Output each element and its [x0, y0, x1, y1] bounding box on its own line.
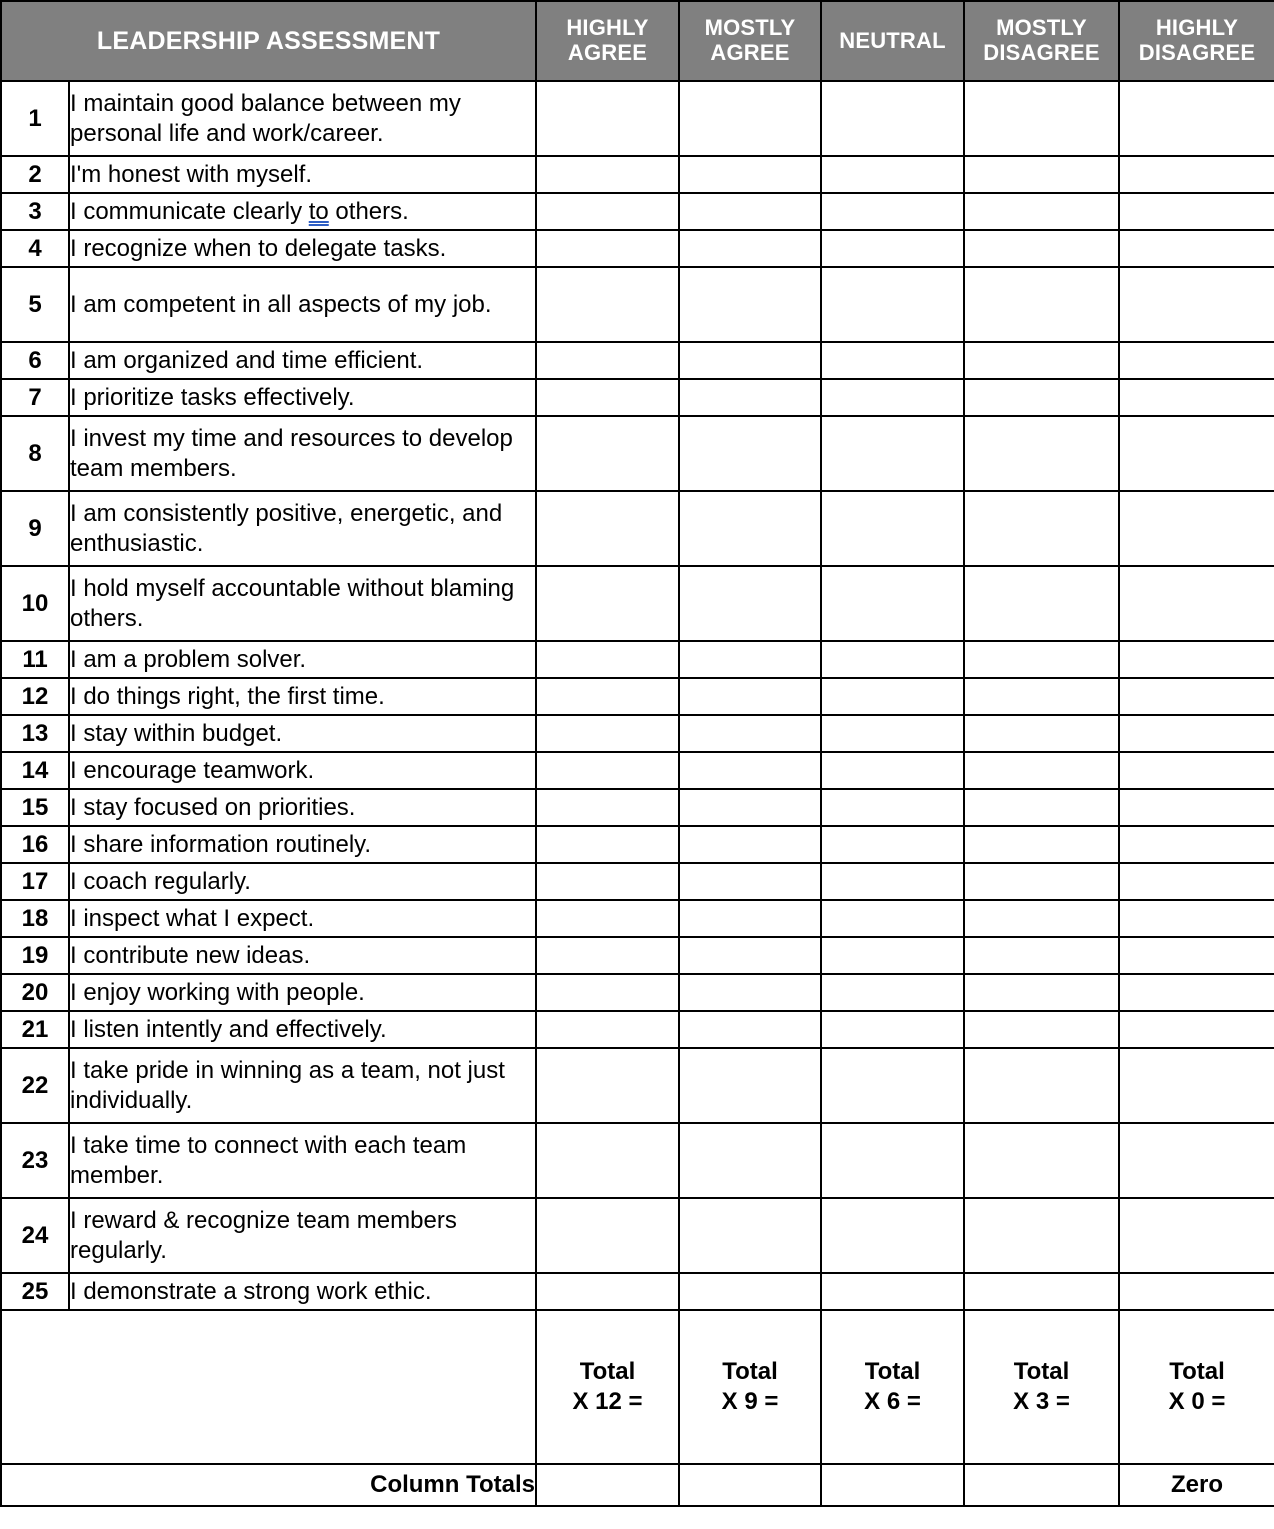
multiplier-formula-3: X 3 =	[1013, 1388, 1070, 1415]
answer-neutral[interactable]	[821, 678, 964, 715]
multiplier-formula-2: X 6 =	[864, 1388, 921, 1415]
item-statement: I do things right, the first time.	[69, 678, 536, 715]
answer-mostly-agree[interactable]	[679, 863, 821, 900]
answer-mostly-agree[interactable]	[679, 1011, 821, 1048]
answer-mostly-agree[interactable]	[679, 1273, 821, 1310]
item-statement: I demonstrate a strong work ethic.	[69, 1273, 536, 1310]
table-row	[1, 863, 1274, 900]
column-total-highly-disagree[interactable]: Zero	[1119, 1464, 1274, 1506]
answer-highly-agree[interactable]	[536, 491, 679, 566]
answer-mostly-disagree[interactable]	[964, 826, 1119, 863]
answer-highly-agree[interactable]	[536, 678, 679, 715]
item-number: 7	[1, 379, 69, 416]
header-mostly-disagree: MOSTLY DISAGREE	[964, 1, 1119, 81]
table-row	[1, 1273, 1274, 1310]
answer-mostly-disagree[interactable]	[964, 1123, 1119, 1198]
answer-neutral[interactable]	[821, 937, 964, 974]
answer-mostly-agree[interactable]	[679, 81, 821, 156]
answer-neutral[interactable]	[821, 826, 964, 863]
header-title: LEADERSHIP ASSESSMENT	[1, 1, 536, 81]
item-number: 9	[1, 491, 69, 566]
answer-mostly-agree[interactable]	[679, 1123, 821, 1198]
item-number: 24	[1, 1198, 69, 1273]
answer-highly-agree[interactable]	[536, 230, 679, 267]
answer-highly-agree[interactable]	[536, 1011, 679, 1048]
answer-mostly-agree[interactable]	[679, 678, 821, 715]
answer-highly-agree[interactable]	[536, 752, 679, 789]
multiplier-label-4: Total	[1169, 1358, 1225, 1385]
answer-mostly-disagree[interactable]	[964, 974, 1119, 1011]
answer-highly-agree[interactable]	[536, 193, 679, 230]
answer-highly-disagree[interactable]	[1119, 342, 1274, 379]
table-row	[1, 491, 1274, 566]
answer-mostly-agree[interactable]	[679, 230, 821, 267]
table-row	[1, 156, 1274, 193]
answer-neutral[interactable]	[821, 974, 964, 1011]
answer-mostly-agree[interactable]	[679, 826, 821, 863]
table-row	[1, 1123, 1274, 1198]
answer-mostly-agree[interactable]	[679, 752, 821, 789]
answer-mostly-disagree[interactable]	[964, 1011, 1119, 1048]
item-number: 21	[1, 1011, 69, 1048]
answer-highly-disagree[interactable]	[1119, 937, 1274, 974]
answer-highly-disagree[interactable]	[1119, 752, 1274, 789]
answer-mostly-disagree[interactable]	[964, 193, 1119, 230]
multiplier-mostly-disagree	[964, 1310, 1119, 1464]
answer-mostly-disagree[interactable]	[964, 267, 1119, 342]
answer-mostly-disagree[interactable]	[964, 81, 1119, 156]
item-statement: I am consistently positive, energetic, and enthusiastic.	[69, 491, 536, 566]
answer-highly-disagree[interactable]	[1119, 826, 1274, 863]
answer-neutral[interactable]	[821, 863, 964, 900]
answer-highly-agree[interactable]	[536, 156, 679, 193]
answer-neutral[interactable]	[821, 342, 964, 379]
table-row	[1, 1048, 1274, 1123]
answer-mostly-agree[interactable]	[679, 267, 821, 342]
item-statement: I am a problem solver.	[69, 641, 536, 678]
table-row	[1, 81, 1274, 156]
answer-mostly-agree[interactable]	[679, 379, 821, 416]
answer-highly-agree[interactable]	[536, 81, 679, 156]
answer-highly-agree[interactable]	[536, 974, 679, 1011]
item-number: 13	[1, 715, 69, 752]
answer-highly-disagree[interactable]	[1119, 974, 1274, 1011]
column-totals-row	[1, 1464, 1274, 1506]
column-total-mostly-disagree[interactable]	[964, 1464, 1119, 1506]
multiplier-label-1: Total	[722, 1358, 778, 1385]
item-number: 1	[1, 81, 69, 156]
answer-mostly-disagree[interactable]	[964, 937, 1119, 974]
answer-mostly-disagree[interactable]	[964, 379, 1119, 416]
answer-highly-agree[interactable]	[536, 937, 679, 974]
answer-highly-disagree[interactable]	[1119, 1123, 1274, 1198]
item-statement: I inspect what I expect.	[69, 900, 536, 937]
answer-mostly-agree[interactable]	[679, 715, 821, 752]
item-number: 11	[1, 641, 69, 678]
table-header-row	[1, 1, 1274, 81]
item-number: 10	[1, 566, 69, 641]
answer-mostly-agree[interactable]	[679, 342, 821, 379]
header-highly-agree: HIGHLY AGREE	[536, 1, 679, 81]
multiplier-mostly-agree	[679, 1310, 821, 1464]
item-number: 16	[1, 826, 69, 863]
table-row	[1, 267, 1274, 342]
table-row	[1, 900, 1274, 937]
answer-highly-agree[interactable]	[536, 826, 679, 863]
answer-highly-agree[interactable]	[536, 863, 679, 900]
answer-highly-agree[interactable]	[536, 416, 679, 491]
item-number: 3	[1, 193, 69, 230]
table-row	[1, 678, 1274, 715]
answer-neutral[interactable]	[821, 1048, 964, 1123]
answer-highly-agree[interactable]	[536, 1123, 679, 1198]
multiplier-label-3: Total	[1013, 1358, 1070, 1385]
answer-neutral[interactable]	[821, 379, 964, 416]
answer-mostly-agree[interactable]	[679, 789, 821, 826]
item-statement: I contribute new ideas.	[69, 937, 536, 974]
item-statement: I share information routinely.	[69, 826, 536, 863]
item-number: 25	[1, 1273, 69, 1310]
answer-mostly-agree[interactable]	[679, 1048, 821, 1123]
table-row	[1, 416, 1274, 491]
answer-highly-disagree[interactable]	[1119, 566, 1274, 641]
item-number: 5	[1, 267, 69, 342]
table-row	[1, 974, 1274, 1011]
answer-mostly-disagree[interactable]	[964, 715, 1119, 752]
answer-highly-disagree[interactable]	[1119, 156, 1274, 193]
item-statement: I reward & recognize team members regularly.	[69, 1198, 536, 1273]
answer-neutral[interactable]	[821, 491, 964, 566]
item-number: 22	[1, 1048, 69, 1123]
answer-neutral[interactable]	[821, 900, 964, 937]
answer-neutral[interactable]	[821, 81, 964, 156]
multiplier-formula-1: X 9 =	[721, 1388, 779, 1415]
answer-mostly-agree[interactable]	[679, 491, 821, 566]
table-row	[1, 342, 1274, 379]
table-row	[1, 230, 1274, 267]
answer-mostly-disagree[interactable]	[964, 641, 1119, 678]
answer-neutral[interactable]	[821, 416, 964, 491]
answer-neutral[interactable]	[821, 641, 964, 678]
answer-highly-agree[interactable]	[536, 789, 679, 826]
answer-mostly-disagree[interactable]	[964, 678, 1119, 715]
table-row	[1, 789, 1274, 826]
multiplier-formula-4: X 0 =	[1168, 1388, 1226, 1415]
item-number: 6	[1, 342, 69, 379]
statement-text-before: I communicate clearly	[70, 197, 309, 225]
answer-neutral[interactable]	[821, 1273, 964, 1310]
answer-highly-disagree[interactable]	[1119, 715, 1274, 752]
answer-mostly-agree[interactable]	[679, 416, 821, 491]
answer-neutral[interactable]	[821, 789, 964, 826]
table-row	[1, 715, 1274, 752]
item-number: 18	[1, 900, 69, 937]
scoring-instruction: Add the number of checkmarks in each column. Multiply each column total by the assigned number provided here. Input total below.	[1, 1310, 536, 1464]
answer-highly-agree[interactable]	[536, 1198, 679, 1273]
table-row	[1, 937, 1274, 974]
scoring-instruction-row	[1, 1310, 1274, 1464]
multiplier-highly-agree	[536, 1310, 679, 1464]
answer-mostly-agree[interactable]	[679, 900, 821, 937]
item-number: 8	[1, 416, 69, 491]
answer-mostly-disagree[interactable]	[964, 863, 1119, 900]
answer-highly-disagree[interactable]	[1119, 379, 1274, 416]
item-statement: I coach regularly.	[69, 863, 536, 900]
answer-neutral[interactable]	[821, 752, 964, 789]
answer-highly-disagree[interactable]	[1119, 678, 1274, 715]
answer-neutral[interactable]	[821, 230, 964, 267]
answer-neutral[interactable]	[821, 193, 964, 230]
item-statement: I am organized and time efficient.	[69, 342, 536, 379]
answer-highly-agree[interactable]	[536, 900, 679, 937]
answer-mostly-disagree[interactable]	[964, 752, 1119, 789]
table-row	[1, 379, 1274, 416]
table-row	[1, 826, 1274, 863]
answer-neutral[interactable]	[821, 1011, 964, 1048]
answer-mostly-disagree[interactable]	[964, 342, 1119, 379]
item-statement	[69, 193, 536, 230]
item-statement: I stay focused on priorities.	[69, 789, 536, 826]
item-statement: I prioritize tasks effectively.	[69, 379, 536, 416]
answer-highly-agree[interactable]	[536, 566, 679, 641]
column-total-neutral[interactable]	[821, 1464, 964, 1506]
answer-mostly-disagree[interactable]	[964, 491, 1119, 566]
item-statement: I invest my time and resources to develop team members.	[69, 416, 536, 491]
answer-highly-disagree[interactable]	[1119, 641, 1274, 678]
answer-highly-agree[interactable]	[536, 641, 679, 678]
table-row	[1, 641, 1274, 678]
answer-highly-disagree[interactable]	[1119, 81, 1274, 156]
column-totals-label: Column Totals	[1, 1464, 536, 1506]
answer-mostly-agree[interactable]	[679, 566, 821, 641]
multiplier-label-2: Total	[864, 1358, 921, 1385]
answer-highly-disagree[interactable]	[1119, 491, 1274, 566]
table-row	[1, 566, 1274, 641]
item-statement: I take pride in winning as a team, not just individually.	[69, 1048, 536, 1123]
table-row	[1, 1011, 1274, 1048]
answer-mostly-disagree[interactable]	[964, 156, 1119, 193]
answer-neutral[interactable]	[821, 566, 964, 641]
table-row	[1, 1198, 1274, 1273]
answer-highly-agree[interactable]	[536, 342, 679, 379]
answer-mostly-disagree[interactable]	[964, 1048, 1119, 1123]
answer-neutral[interactable]	[821, 267, 964, 342]
header-highly-disagree: HIGHLY DISAGREE	[1119, 1, 1274, 81]
answer-mostly-disagree[interactable]	[964, 900, 1119, 937]
answer-mostly-agree[interactable]	[679, 1198, 821, 1273]
item-statement: I am competent in all aspects of my job.	[69, 267, 536, 342]
multiplier-formula-0: X 12 =	[572, 1388, 643, 1415]
item-number: 2	[1, 156, 69, 193]
answer-highly-agree[interactable]	[536, 1273, 679, 1310]
answer-neutral[interactable]	[821, 156, 964, 193]
answer-mostly-disagree[interactable]	[964, 566, 1119, 641]
table-row	[1, 193, 1274, 230]
answer-neutral[interactable]	[821, 1123, 964, 1198]
answer-highly-agree[interactable]	[536, 1048, 679, 1123]
item-statement: I recognize when to delegate tasks.	[69, 230, 536, 267]
item-number: 4	[1, 230, 69, 267]
answer-highly-disagree[interactable]	[1119, 1048, 1274, 1123]
item-statement: I stay within budget.	[69, 715, 536, 752]
header-neutral: NEUTRAL	[821, 1, 964, 81]
header-mostly-agree: MOSTLY AGREE	[679, 1, 821, 81]
answer-mostly-agree[interactable]	[679, 641, 821, 678]
item-number: 17	[1, 863, 69, 900]
answer-highly-disagree[interactable]	[1119, 267, 1274, 342]
multiplier-label-0: Total	[579, 1358, 636, 1385]
table-row	[1, 752, 1274, 789]
item-number: 12	[1, 678, 69, 715]
answer-highly-disagree[interactable]	[1119, 863, 1274, 900]
answer-mostly-agree[interactable]	[679, 937, 821, 974]
answer-mostly-agree[interactable]	[679, 156, 821, 193]
answer-mostly-disagree[interactable]	[964, 1198, 1119, 1273]
item-statement: I encourage teamwork.	[69, 752, 536, 789]
column-total-highly-agree[interactable]	[536, 1464, 679, 1506]
item-statement: I enjoy working with people.	[69, 974, 536, 1011]
item-number: 14	[1, 752, 69, 789]
answer-highly-disagree[interactable]	[1119, 1198, 1274, 1273]
item-statement: I listen intently and effectively.	[69, 1011, 536, 1048]
answer-mostly-agree[interactable]	[679, 193, 821, 230]
answer-highly-disagree[interactable]	[1119, 230, 1274, 267]
item-number: 19	[1, 937, 69, 974]
item-statement: I maintain good balance between my personal life and work/career.	[69, 81, 536, 156]
column-total-mostly-agree[interactable]	[679, 1464, 821, 1506]
answer-mostly-disagree[interactable]	[964, 1273, 1119, 1310]
grammar-flagged-word: to	[308, 197, 329, 225]
item-number: 15	[1, 789, 69, 826]
answer-highly-disagree[interactable]	[1119, 789, 1274, 826]
answer-highly-agree[interactable]	[536, 379, 679, 416]
item-statement: I'm honest with myself.	[69, 156, 536, 193]
answer-highly-disagree[interactable]	[1119, 1011, 1274, 1048]
answer-highly-agree[interactable]	[536, 715, 679, 752]
answer-neutral[interactable]	[821, 715, 964, 752]
multiplier-highly-disagree	[1119, 1310, 1274, 1464]
multiplier-neutral	[821, 1310, 964, 1464]
answer-highly-disagree[interactable]	[1119, 193, 1274, 230]
answer-highly-disagree[interactable]	[1119, 416, 1274, 491]
item-number: 23	[1, 1123, 69, 1198]
item-number: 20	[1, 974, 69, 1011]
item-statement: I take time to connect with each team member.	[69, 1123, 536, 1198]
answer-mostly-disagree[interactable]	[964, 789, 1119, 826]
answer-neutral[interactable]	[821, 1198, 964, 1273]
item-statement: I hold myself accountable without blaming others.	[69, 566, 536, 641]
answer-highly-agree[interactable]	[536, 267, 679, 342]
statement-text-after: others.	[328, 197, 409, 225]
answer-mostly-disagree[interactable]	[964, 230, 1119, 267]
answer-mostly-agree[interactable]	[679, 974, 821, 1011]
answer-highly-disagree[interactable]	[1119, 900, 1274, 937]
answer-mostly-disagree[interactable]	[964, 416, 1119, 491]
answer-highly-disagree[interactable]	[1119, 1273, 1274, 1310]
